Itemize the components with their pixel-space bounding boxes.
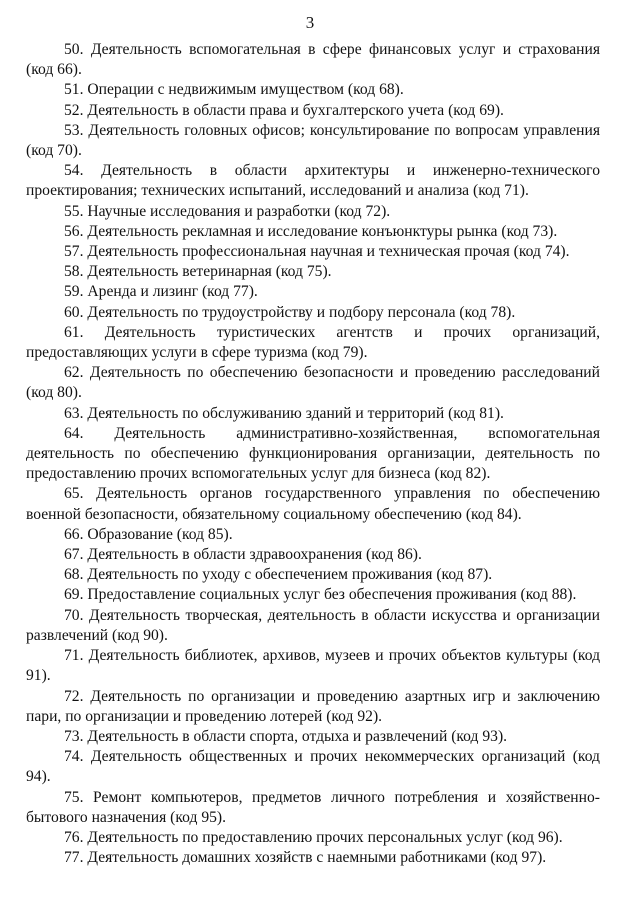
list-item: 59. Аренда и лизинг (код 77). (64, 283, 258, 301)
list-item: 64. Деятельность административно-хозяйственная, вспомогательная деятельность по обеспечению функционирования организации, деятельность по предоставлению прочих вспомогательных услуг для бизнеса (код 82). (26, 424, 600, 483)
list-item: 51. Операции с недвижимым имуществом (код 68). (64, 81, 404, 99)
list-item: 54. Деятельность в области архитектуры и инженерно-технического проектирования; технических испытаний, исследований и анализа (код 71). (26, 162, 600, 200)
list-item: 66. Образование (код 85). (64, 525, 233, 543)
list-item: 57. Деятельность профессиональная научная и техническая прочая (код 74). (64, 243, 570, 261)
list-item: 67. Деятельность в области здравоохранения (код 86). (64, 546, 422, 564)
list-item: 50. Деятельность вспомогательная в сфере финансовых услуг и страхования (код 66). (26, 41, 600, 79)
list-item: 55. Научные исследования и разработки (код 72). (64, 202, 391, 220)
list-item: 63. Деятельность по обслуживанию зданий и территорий (код 81). (64, 404, 504, 422)
list-item: 70. Деятельность творческая, деятельность в области искусства и организации развлечений (код 90). (26, 606, 600, 644)
list-item: 76. Деятельность по предоставлению прочих персональных услуг (код 96). (64, 828, 563, 846)
list-item: 69. Предоставление социальных услуг без обеспечения проживания (код 88). (64, 586, 577, 604)
list-item: 62. Деятельность по обеспечению безопасности и проведению расследований (код 80). (26, 364, 600, 402)
list-item: 74. Деятельность общественных и прочих некоммерческих организаций (код 94). (26, 748, 600, 786)
list-item: 60. Деятельность по трудоустройству и подбору персонала (код 78). (64, 303, 516, 321)
list-item: 73. Деятельность в области спорта, отдыха и развлечений (код 93). (64, 727, 508, 745)
list-item: 61. Деятельность туристических агентств и прочих организаций, предоставляющих услуги в сфере туризма (код 79). (26, 323, 600, 362)
list-item: 71. Деятельность библиотек, архивов, музеев и прочих объектов культуры (код 91). (26, 647, 600, 685)
activity-list (26, 40, 600, 868)
list-item: 75. Ремонт компьютеров, предметов личного потребления и хозяйственно-бытового назначения (код 95). (26, 788, 600, 826)
list-item: 72. Деятельность по организации и проведению азартных игр и заключению пари, по организации и проведению лотерей (код 92). (26, 687, 600, 725)
list-item: 53. Деятельность головных офисов; консультирование по вопросам управления (код 70). (26, 121, 600, 160)
list-item: 58. Деятельность ветеринарная (код 75). (64, 263, 332, 281)
list-item: 77. Деятельность домашних хозяйств с наемными работниками (код 97). (64, 849, 547, 867)
list-item: 52. Деятельность в области права и бухгалтерского учета (код 69). (64, 101, 504, 119)
list-item: 68. Деятельность по уходу с обеспечением проживания (код 87). (64, 566, 493, 584)
list-item: 65. Деятельность органов государственного управления по обеспечению военной безопасности, обязательному социальному обеспечению (код 84). (26, 485, 600, 523)
list-item: 56. Деятельность рекламная и исследование конъюнктуры рынка (код 73). (64, 222, 558, 240)
page-number: 3 (305, 13, 315, 32)
